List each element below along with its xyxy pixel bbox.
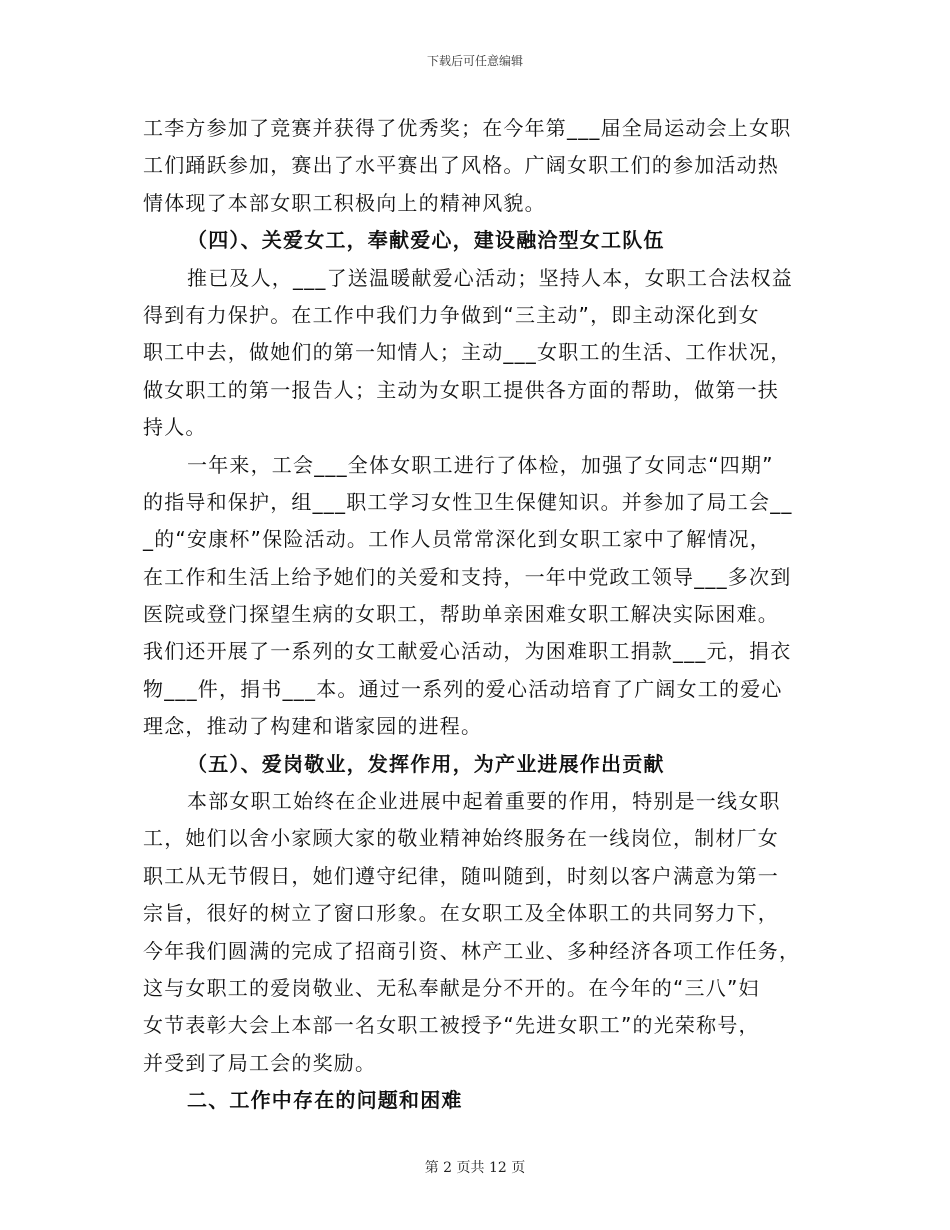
body-line: 工们踊跃参加，赛出了水平赛出了风格。广阔女职工们的参加活动热 (143, 153, 779, 178)
page-number: 第 2 页共 12 页 (424, 1160, 526, 1176)
body-line: 女节表彰大会上本部一名女职工被授予“先进女职工”的光荣称号， (143, 1013, 760, 1038)
section-heading-4: （四）、关爱女工，奉献爱心，建设融洽型女工队伍 (187, 228, 665, 253)
body-line: 理念，推动了构建和谐家园的进程。 (143, 714, 483, 739)
body-line: 并受到了局工会的奖励。 (143, 1050, 377, 1075)
body-line: 医院或登门探望生病的女职工，帮助单亲困难女职工解决实际困难。 (143, 602, 779, 627)
body-line: 本部女职工始终在企业进展中起着重要的作用，特别是一线女职 (187, 789, 781, 814)
body-line: 物___件，捐书___本。通过一系列的爱心活动培育了广阔女工的爱心 (143, 676, 783, 701)
body-line: 我们还开展了一系列的女工献爱心活动，为困难职工捐款___元，捐衣 (143, 639, 792, 664)
body-line: 今年我们圆满的完成了招商引资、林产工业、多种经济各项工作任务， (143, 938, 801, 963)
body-line: 得到有力保护。在工作中我们力争做到“三主动”，即主动深化到女 (143, 302, 760, 327)
body-line: _的“安康杯”保险活动。工作人员常常深化到女职工家中了解情况， (143, 527, 771, 552)
body-line: 工，她们以舍小家顾大家的敬业精神始终服务在一线岗位，制材厂女 (143, 826, 779, 851)
body-line: 一年来，工会___全体女职工进行了体检，加强了女同志“四期” (187, 452, 774, 477)
body-line: 的指导和保护，组___职工学习女性卫生保健知识。并参加了局工会__ (143, 489, 793, 514)
body-line: 职工从无节假日，她们遵守纪律，随叫随到，时刻以客户满意为第一 (143, 863, 779, 888)
body-line: 持人。 (143, 415, 207, 440)
page-header-note: 下载后可任意编辑 (426, 54, 523, 68)
body-line: 在工作和生活上给予她们的关爱和支持，一年中党政工领导___多次到 (143, 564, 792, 589)
body-line: 情体现了本部女职工积极向上的精神风貌。 (143, 190, 546, 215)
section-heading-problems: 二、工作中存在的问题和困难 (187, 1088, 463, 1113)
body-line: 工李方参加了竞赛并获得了优秀奖；在今年第___届全局运动会上女职 (143, 116, 792, 140)
body-line: 宗旨，很好的树立了窗口形象。在女职工及全体职工的共同努力下， (143, 901, 779, 926)
body-line: 职工中去，做她们的第一知情人；主动___女职工的生活、工作状况， (143, 340, 792, 365)
body-line: 推已及人，___了送温暖献爱心活动；坚持人本，女职工合法权益 (187, 265, 793, 290)
body-line: 做女职工的第一报告人；主动为女职工提供各方面的帮助，做第一扶 (143, 377, 779, 402)
body-line: 这与女职工的爱岗敬业、无私奉献是分不开的。在今年的“三八”妇 (143, 975, 760, 1000)
document-body (143, 110, 808, 1120)
section-heading-5: （五）、爱岗敬业，发挥作用，为产业进展作出贡献 (187, 751, 665, 776)
